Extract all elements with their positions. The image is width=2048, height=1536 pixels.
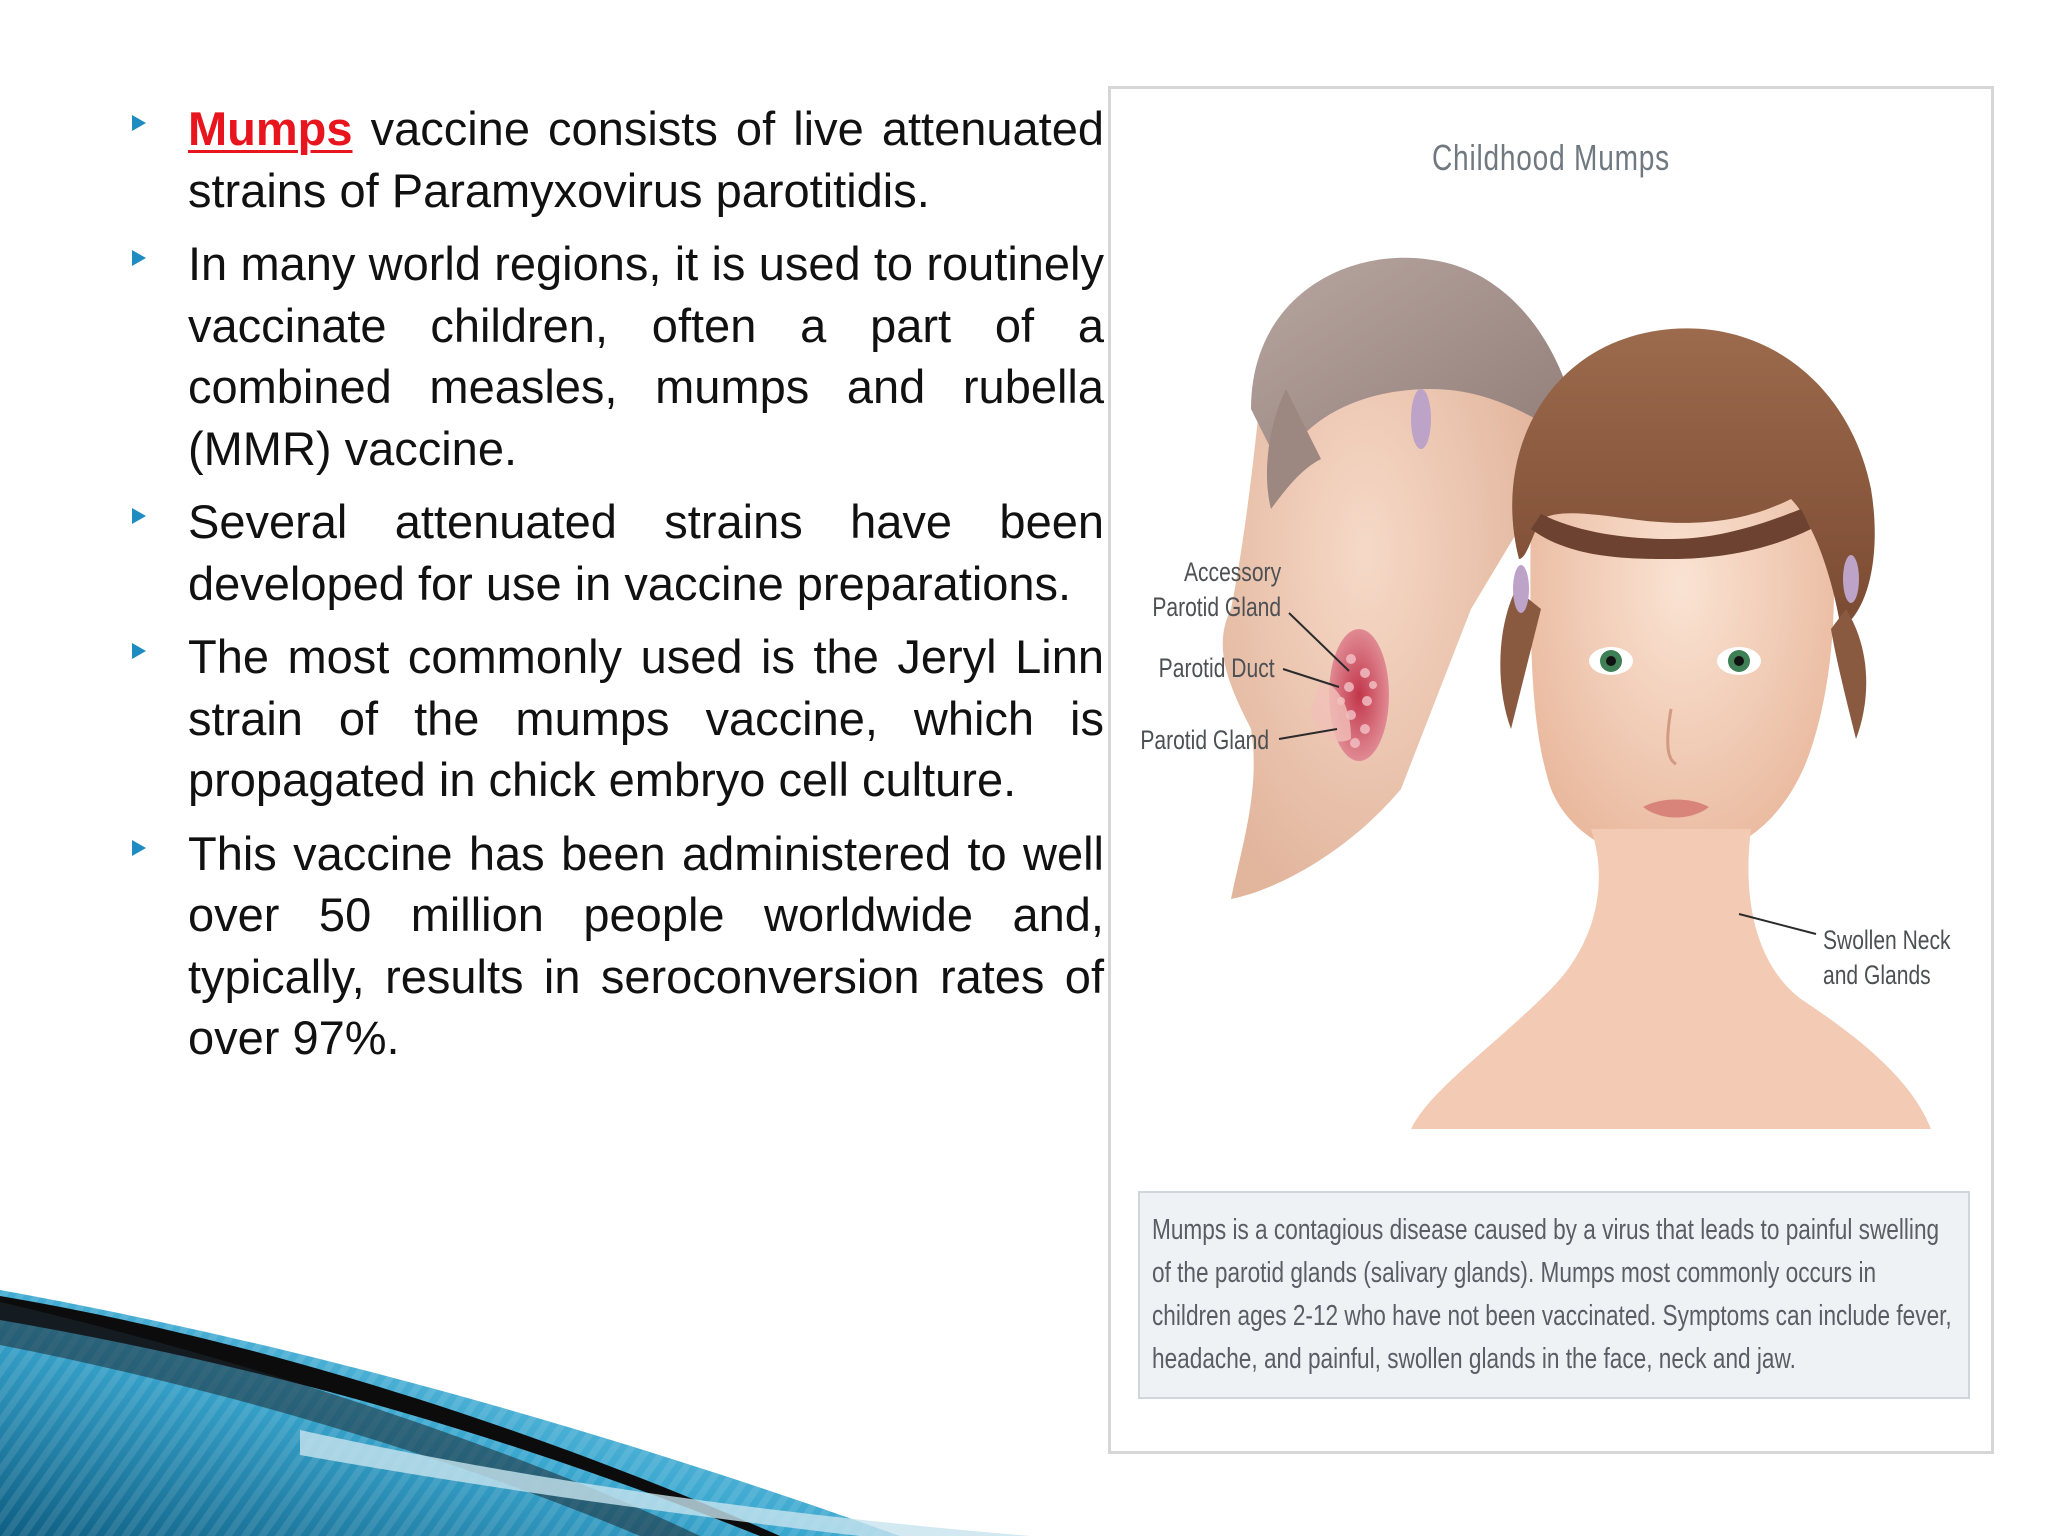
callout-parotid-gland: Parotid Gland bbox=[1140, 725, 1269, 755]
callout-parotid-duct: Parotid Duct bbox=[1159, 653, 1275, 683]
callout-text-line: Swollen Neck bbox=[1823, 925, 1951, 955]
bullet-item bbox=[132, 823, 1104, 1069]
bullet-text: vaccine consists of live attenuated strains of Paramyxovirus parotitidis. bbox=[188, 102, 1104, 217]
callout-text-line: Parotid Gland bbox=[1152, 592, 1281, 622]
figure-title: Childhood Mumps bbox=[1431, 137, 1671, 178]
callout-text-line: and Glands bbox=[1823, 960, 1931, 990]
bullet-text: This vaccine has been administered to well over 50 million people worldwide and, typically, results in seroconversion rates of over 97%. bbox=[188, 826, 1104, 1064]
bullet-arrow-icon bbox=[132, 250, 146, 266]
figure-caption-box bbox=[1138, 1191, 1970, 1399]
callout-text-line: Accessory bbox=[1183, 557, 1281, 587]
bullet-item bbox=[132, 98, 1104, 221]
bullet-text: In many world regions, it is used to routinely vaccinate children, often a part of a combined measles, mumps and rubella (MMR) vaccine. bbox=[188, 237, 1104, 475]
child-illustration bbox=[1111, 89, 1991, 1189]
keyword-mumps: Mumps bbox=[188, 102, 353, 155]
figure-caption: Mumps is a contagious disease caused by a virus that leads to painful swelling of the parotid glands (salivary glands). Mumps most commonly occurs in children ages 2-12 who have not been vaccinated. Symptoms can include fever, headache, and painful, swollen glands in the face, neck and jaw. bbox=[1152, 1214, 1952, 1375]
callout-accessory-parotid-gland bbox=[1152, 555, 1281, 625]
callout-swollen-neck bbox=[1823, 923, 1951, 993]
bullet-arrow-icon bbox=[132, 840, 146, 856]
mumps-illustration-figure bbox=[1108, 86, 1994, 1454]
bullet-arrow-icon bbox=[132, 115, 146, 131]
bullet-text: Several attenuated strains have been developed for use in vaccine preparations. bbox=[188, 495, 1104, 610]
bullet-text: The most commonly used is the Jeryl Linn strain of the mumps vaccine, which is propagated in chick embryo cell culture. bbox=[188, 630, 1104, 806]
bullet-arrow-icon bbox=[132, 643, 146, 659]
bullet-item bbox=[132, 626, 1104, 811]
bullet-list bbox=[132, 98, 1104, 1081]
bullet-item bbox=[132, 233, 1104, 479]
bullet-arrow-icon bbox=[132, 508, 146, 524]
bullet-item bbox=[132, 491, 1104, 614]
